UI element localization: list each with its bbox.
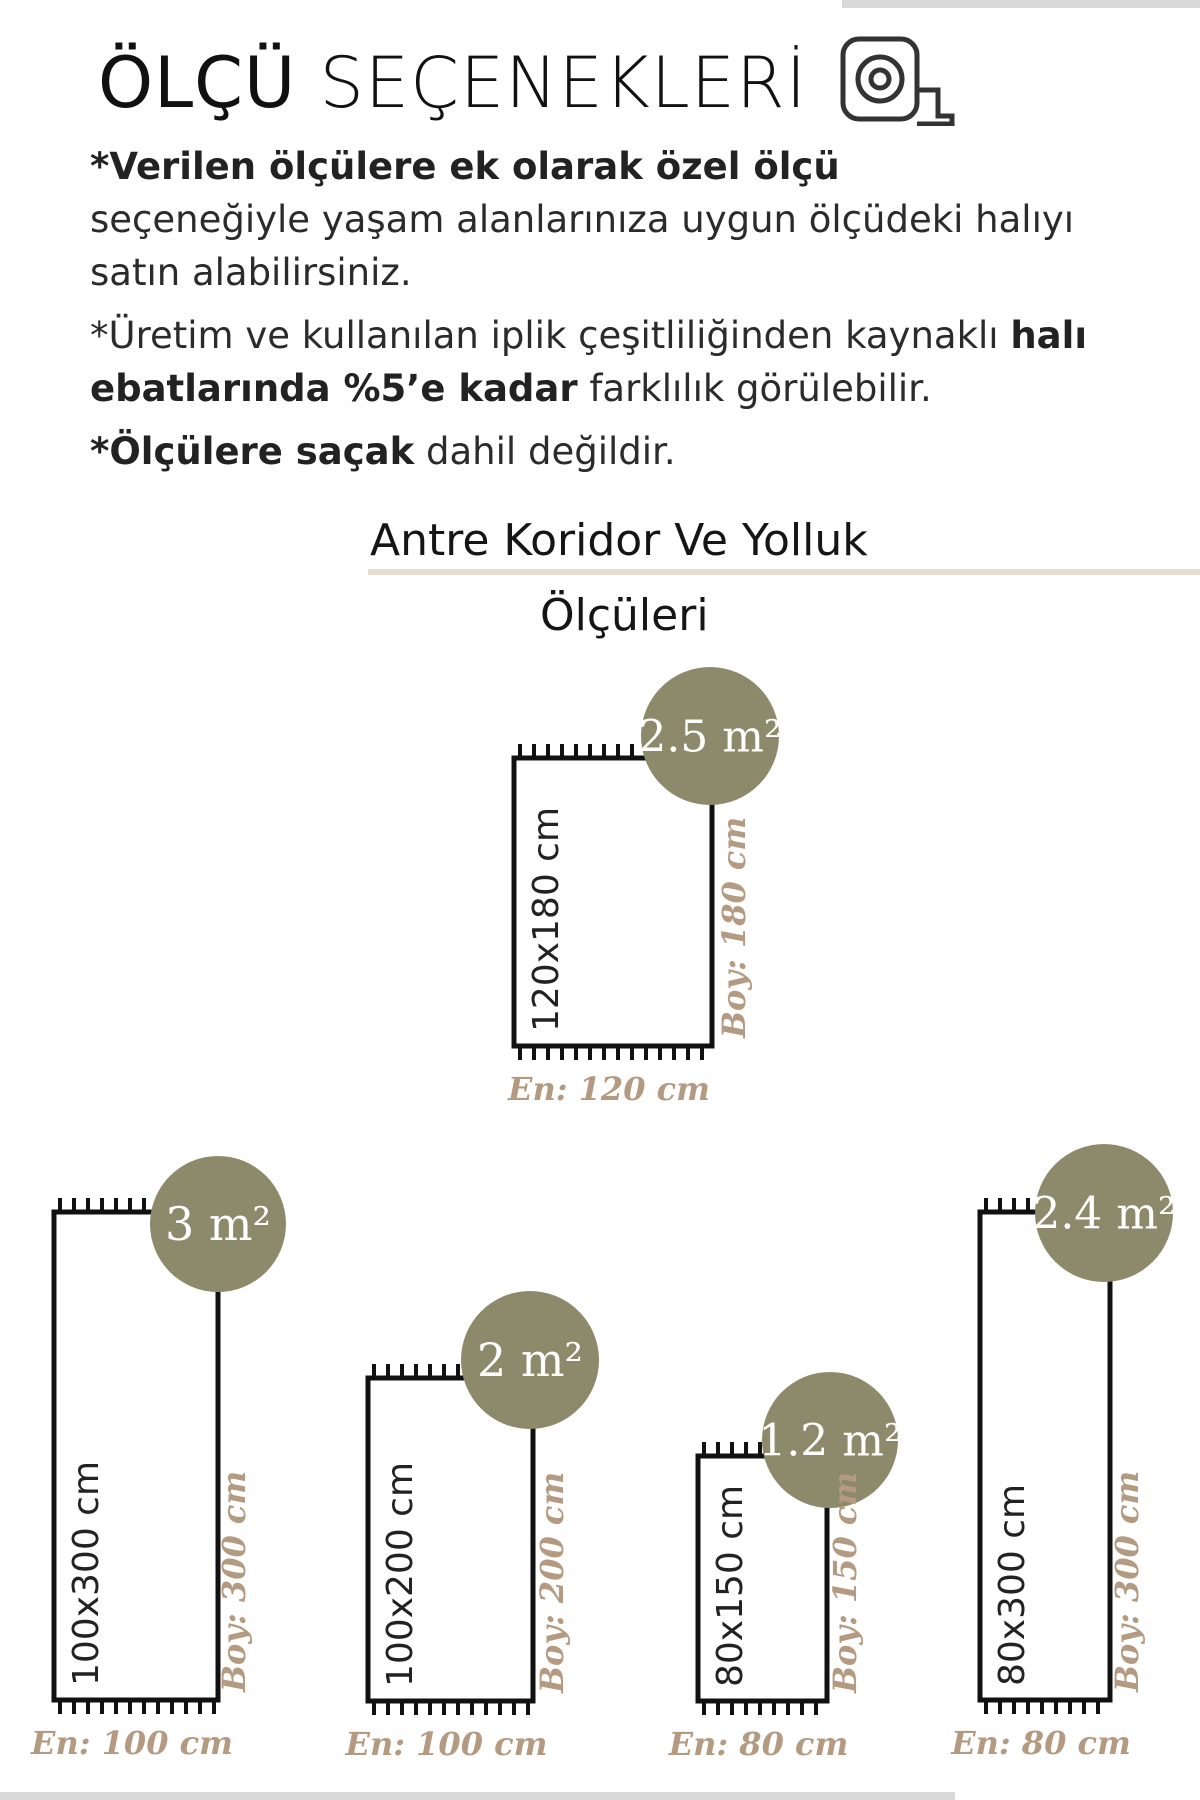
rug-diagram — [345, 1291, 599, 1763]
rug-size-label: 120x180 cm — [526, 806, 567, 1032]
rug-size-label: 100x300 cm — [66, 1460, 107, 1686]
length-label: Boy: 180 cm — [715, 816, 753, 1038]
rug-diagram — [668, 1372, 902, 1763]
section-title: Antre Koridor Ve Yolluk — [370, 515, 868, 566]
length-label: Boy: 300 cm — [1108, 1470, 1146, 1692]
width-label: En: 80 cm — [951, 1724, 1131, 1762]
note-tolerance: *Üretim ve kullanılan iplik çeşitliliğinden kaynaklı halı ebatlarında %5’e kadar farklılık görülebilir. — [90, 314, 1088, 410]
length-label: Boy: 300 cm — [215, 1470, 253, 1692]
rug-size-label: 80x150 cm — [710, 1484, 751, 1687]
rug-size-label: 80x300 cm — [992, 1483, 1033, 1686]
width-label: En: 100 cm — [345, 1725, 548, 1763]
rug-diagram — [950, 1144, 1175, 1762]
area-label: 2.5 m² — [638, 711, 782, 763]
width-label: En: 80 cm — [668, 1725, 849, 1763]
width-label: En: 100 cm — [31, 1724, 233, 1762]
rug-diagram — [30, 1156, 286, 1762]
area-label: 2 m² — [477, 1333, 583, 1388]
width-label: En: 120 cm — [508, 1070, 710, 1108]
bottom-divider-bar — [0, 1792, 955, 1800]
area-label: 2.4 m² — [1032, 1188, 1176, 1240]
length-label: Boy: 200 cm — [533, 1471, 571, 1693]
area-label: 1.2 m² — [758, 1415, 902, 1467]
area-label: 3 m² — [165, 1197, 271, 1252]
note-fringe: *Ölçülere saçak dahil değildir. — [90, 430, 676, 473]
note-custom-size: *Verilen ölçülere ek olarak özel ölçü seçeneğiyle yaşam alanlarınıza uygun ölçüdeki halıyı satın alabilirsiniz. — [90, 145, 1075, 294]
section-subtitle: Ölçüleri — [540, 590, 709, 641]
page-title: ÖLÇÜ SEÇENEKLERİ — [98, 42, 808, 124]
rug-size-label: 100x200 cm — [380, 1461, 421, 1687]
rug-diagram — [507, 667, 782, 1108]
length-label: Boy: 150 cm — [826, 1471, 864, 1693]
